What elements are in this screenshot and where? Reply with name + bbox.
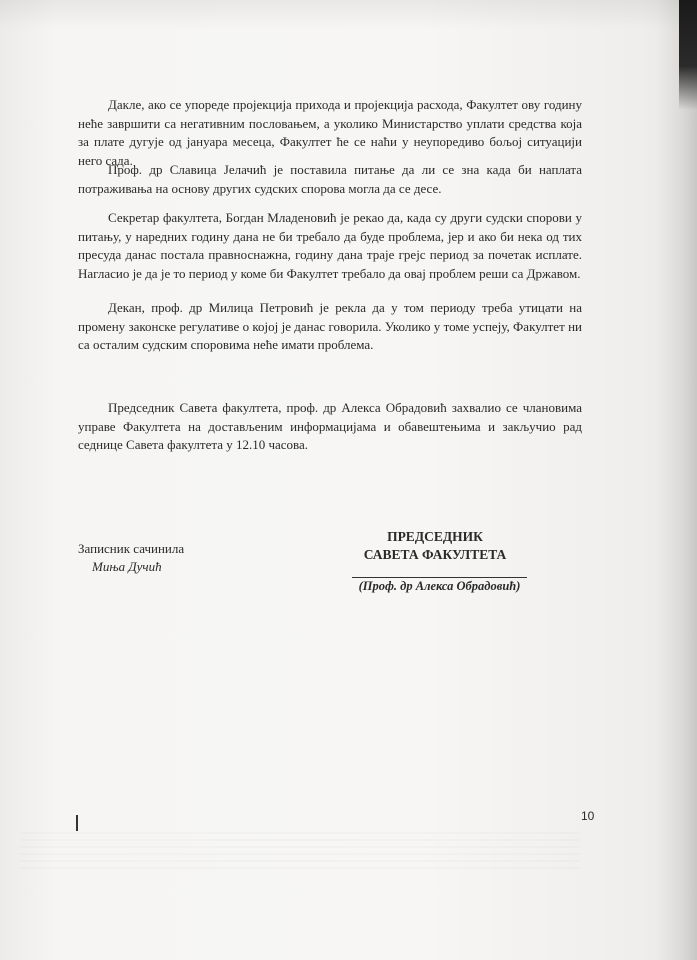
paragraph-projection: Дакле, ако се упореде пројекција прихода и пројекција расхода, Факултет ову годину неће завршити са негативним пословањем, а уколико Министарство уплати средства која за плате дугује од јануара месеца, Факултет ће се наћи у неупоредиво бољој ситуацији него сада. xyxy=(78,97,582,168)
president-title-line2: САВЕТА ФАКУЛТЕТА xyxy=(363,547,507,562)
margin-mark xyxy=(76,815,78,831)
president-name: (Проф. др Алекса Обрадовић) xyxy=(358,579,521,593)
minutes-author: Мињa Дучић xyxy=(92,559,162,574)
page-number: 10 xyxy=(581,809,595,823)
scan-shadow xyxy=(0,0,697,30)
bleed-through-noise xyxy=(20,832,580,872)
president-title-line1: ПРЕДСЕДНИК xyxy=(387,529,483,544)
signature-line xyxy=(352,577,527,578)
minutes-label: Записник сачинила xyxy=(78,541,185,556)
paragraph-closing: Председник Савета факултета, проф. др Алекса Обрадовић захвалио се члановима управе Факултета на достављеним информацијама и обавештењима и закључио рад седнице Савета факултета у 12.10 часова. xyxy=(78,400,582,453)
paragraph-dean: Декан, проф. др Милица Петровић је рекла да у том периоду треба утицати на промену законске регулативе о којој је данас говорила. Уколико у томе успеју, Факултет ни са осталим судским споровима неће имати проблема. xyxy=(78,300,582,353)
paragraph-question: Проф. др Славица Јелачић је поставила питање да ли се зна када би наплата потраживања на основу других судских спорова могла да се десе. xyxy=(78,162,582,196)
page-edge-shadow xyxy=(657,0,697,960)
scanner-edge xyxy=(679,0,697,110)
president-title xyxy=(355,528,515,564)
paragraph-secretary: Секретар факултета, Богдан Младеновић је рекао да, када су други судски спорови у питању, у наредних годину дана не би требало да буде проблема, јер и ако би нека од тих пресуда данас постала правноснажна, годину дана траје грејс период за почетак исплате. Нагласио је да је то период у коме би Факултет требало да овај проблем реши са Државом. xyxy=(78,210,582,281)
